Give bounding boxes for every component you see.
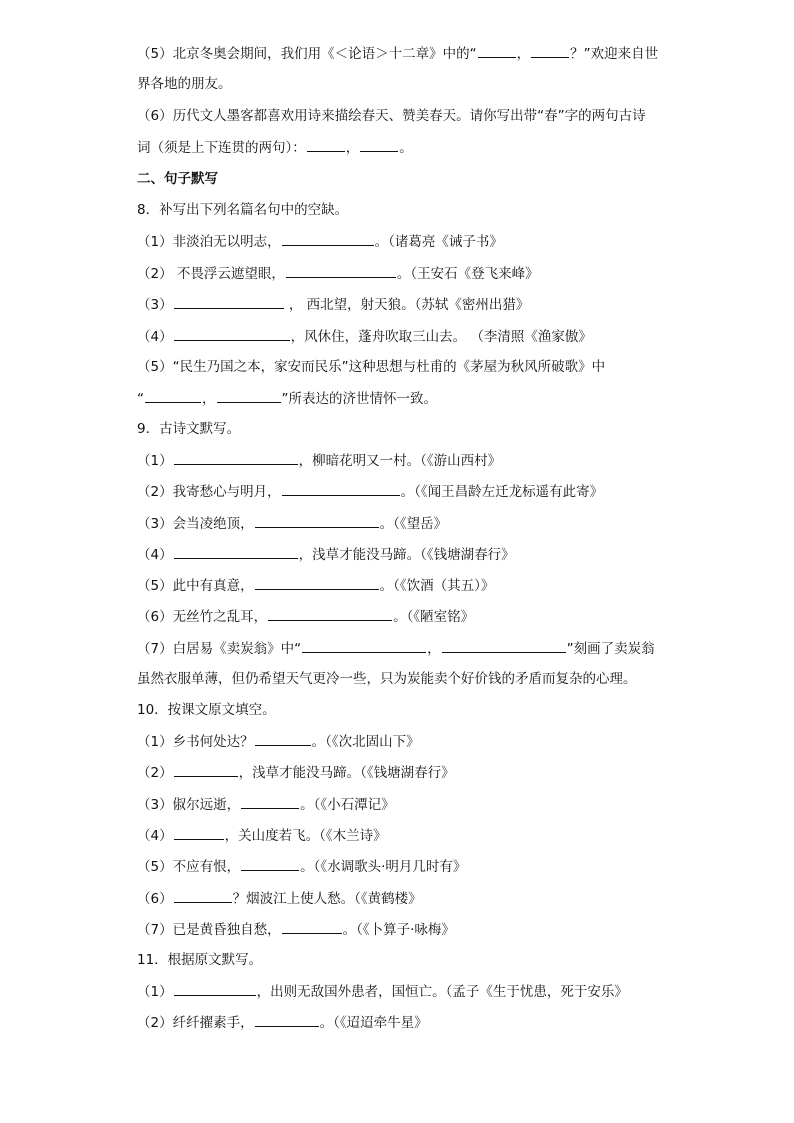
- text-segment: 。（《迢迢牵牛星》: [319, 1015, 428, 1031]
- text-segment: 。（《卜算子·咏梅》: [342, 922, 455, 938]
- text-line: [137, 420, 240, 438]
- text-segment: 。（诸葛亮《诫子书》: [374, 234, 503, 250]
- text-line: [137, 232, 503, 251]
- text-segment: （7）已是黄昏独自愁，: [137, 922, 281, 938]
- text-line: [137, 982, 628, 1001]
- fill-in-blank[interactable]: [302, 639, 426, 653]
- text-line: [137, 514, 447, 533]
- fill-in-blank[interactable]: [174, 826, 224, 840]
- fill-in-blank[interactable]: [307, 138, 345, 152]
- fill-in-blank[interactable]: [241, 857, 299, 871]
- text-segment: 。: [399, 140, 413, 156]
- fill-in-blank[interactable]: [255, 1013, 319, 1027]
- fill-in-blank[interactable]: [174, 982, 256, 996]
- text-segment: 词（须是上下连贯的两句）：: [137, 140, 306, 156]
- text-line: [137, 576, 494, 595]
- text-segment: ，: [516, 46, 531, 62]
- text-line: [137, 889, 422, 908]
- text-segment: 。（《闻王昌龄左迁龙标遥有此寄》: [400, 484, 604, 500]
- text-line: [137, 607, 474, 626]
- text-segment: （7）白居易《卖炭翁》中“: [137, 641, 302, 657]
- text-line: [137, 951, 262, 969]
- text-segment: “: [137, 391, 144, 407]
- text-segment: ， 西北望，射天狼。（苏轼《密州出猎》: [284, 297, 530, 313]
- text-line: [137, 857, 466, 876]
- text-segment: ，: [345, 140, 360, 156]
- text-line: [137, 795, 395, 814]
- fill-in-blank[interactable]: [174, 545, 298, 559]
- fill-in-blank[interactable]: [478, 44, 516, 58]
- fill-in-blank[interactable]: [241, 795, 299, 809]
- text-segment: ，风休住，蓬舟吹取三山去。 （李清照《渔家傲》: [290, 329, 592, 345]
- fill-in-blank[interactable]: [360, 138, 398, 152]
- text-segment: （1）: [137, 453, 173, 469]
- text-segment: （3）: [137, 297, 173, 313]
- text-segment: （4）: [137, 828, 173, 844]
- text-segment: ，出则无敌国外患者，国恒亡。（孟子《生于忧患，死于安乐》: [256, 984, 628, 1000]
- text-segment: 8．补写出下列名篇名句中的空缺。: [137, 202, 349, 218]
- text-segment: ”刻画了卖炭翁: [566, 641, 655, 657]
- fill-in-blank[interactable]: [282, 920, 342, 934]
- text-line: [137, 670, 637, 688]
- fill-in-blank[interactable]: [174, 889, 232, 903]
- text-segment: ？”欢迎来自世: [570, 46, 659, 62]
- text-segment: （2）纤纤擢素手，: [137, 1015, 254, 1031]
- text-line: [137, 763, 455, 782]
- text-segment: 二、句子默写: [137, 171, 218, 187]
- text-segment: 。（《次北固山下》: [311, 734, 420, 750]
- text-segment: ？烟波江上使人愁。（《黄鹤楼》: [232, 891, 422, 907]
- text-segment: （6）: [137, 891, 173, 907]
- text-line: [137, 107, 646, 125]
- text-line: [137, 639, 655, 658]
- text-segment: （4）: [137, 547, 173, 563]
- text-segment: （6）无丝竹之乱耳，: [137, 609, 268, 625]
- text-line: [137, 389, 437, 408]
- text-segment: （2）我寄愁心与明月，: [137, 484, 281, 500]
- text-line: [137, 358, 605, 376]
- text-line: [137, 826, 387, 845]
- text-segment: （1）乡书何处达？: [137, 734, 254, 750]
- fill-in-blank[interactable]: [145, 389, 201, 403]
- text-segment: （5）不应有恨，: [137, 859, 241, 875]
- text-line: [137, 264, 539, 283]
- text-segment: （1）: [137, 984, 173, 1000]
- text-line: [137, 1013, 428, 1032]
- text-segment: 。（《水调歌头·明月几时有》: [300, 859, 467, 875]
- text-segment: 。（《陋室铭》: [393, 609, 475, 625]
- text-segment: （1）非淡泊无以明志，: [137, 234, 281, 250]
- text-segment: 虽然衣服单薄，但仍希望天气更冷一些，只为炭能卖个好价钱的矛盾而复杂的心理。: [137, 671, 637, 687]
- text-segment: 。（《饮酒（其五）》: [379, 578, 495, 594]
- fill-in-blank[interactable]: [174, 327, 290, 341]
- text-segment: （2） 不畏浮云遮望眼，: [137, 266, 285, 282]
- text-segment: 界各地的朋友。: [137, 76, 232, 92]
- text-line: [137, 920, 455, 939]
- text-segment: 。（王安石《登飞来峰》: [396, 266, 539, 282]
- fill-in-blank[interactable]: [255, 732, 311, 746]
- text-segment: （5）“民生乃国之本，家安而民乐”这种思想与杜甫的《茅屋为秋风所破歌》中: [137, 359, 606, 375]
- text-segment: ，柳暗花明又一村。（《游山西村》: [298, 453, 502, 469]
- text-segment: 10．按课文原文填空。: [137, 702, 276, 718]
- fill-in-blank[interactable]: [217, 389, 281, 403]
- fill-in-blank[interactable]: [174, 451, 298, 465]
- fill-in-blank[interactable]: [174, 763, 238, 777]
- section-heading: [137, 170, 218, 188]
- fill-in-blank[interactable]: [282, 482, 400, 496]
- text-segment: （5）此中有真意，: [137, 578, 254, 594]
- text-line: [137, 451, 501, 470]
- text-segment: ，浅草才能没马蹄。（《钱塘湖春行》: [298, 547, 515, 563]
- fill-in-blank[interactable]: [282, 232, 374, 246]
- text-line: [137, 201, 348, 219]
- fill-in-blank[interactable]: [255, 514, 379, 528]
- text-segment: 。（《小石潭记》: [300, 797, 395, 813]
- text-line: [137, 295, 529, 314]
- fill-in-blank[interactable]: [531, 44, 569, 58]
- text-segment: （3）会当凌绝顶，: [137, 516, 254, 532]
- fill-in-blank[interactable]: [255, 576, 379, 590]
- text-segment: ”所表达的济世情怀一致。: [281, 391, 437, 407]
- text-segment: （4）: [137, 329, 173, 345]
- text-line: [137, 545, 515, 564]
- text-line: [137, 138, 413, 157]
- text-line: [137, 482, 603, 501]
- text-segment: （5）北京冬奥会期间，我们用《＜论语＞十二章》中的“: [137, 46, 477, 62]
- text-segment: （6）历代文人墨客都喜欢用诗来描绘春天、赞美春天。请你写出带“春”字的两句古诗: [137, 108, 646, 124]
- text-segment: （3）俶尔远逝，: [137, 797, 241, 813]
- text-segment: ，: [202, 391, 216, 407]
- fill-in-blank[interactable]: [442, 639, 566, 653]
- text-line: [137, 327, 592, 346]
- text-line: [137, 701, 276, 719]
- fill-in-blank[interactable]: [174, 295, 284, 309]
- fill-in-blank[interactable]: [286, 264, 396, 278]
- fill-in-blank[interactable]: [268, 607, 392, 621]
- text-segment: 9．古诗文默写。: [137, 421, 241, 437]
- text-segment: （2）: [137, 765, 173, 781]
- text-segment: ，关山度若飞。（《木兰诗》: [224, 828, 387, 844]
- text-segment: 11．根据原文默写。: [137, 952, 263, 968]
- text-segment: 。（《望岳》: [379, 516, 448, 532]
- text-line: [137, 732, 420, 751]
- text-segment: ，浅草才能没马蹄。（《钱塘湖春行》: [238, 765, 455, 781]
- text-segment: ，: [427, 641, 441, 657]
- text-line: [137, 75, 232, 93]
- text-line: [137, 44, 658, 63]
